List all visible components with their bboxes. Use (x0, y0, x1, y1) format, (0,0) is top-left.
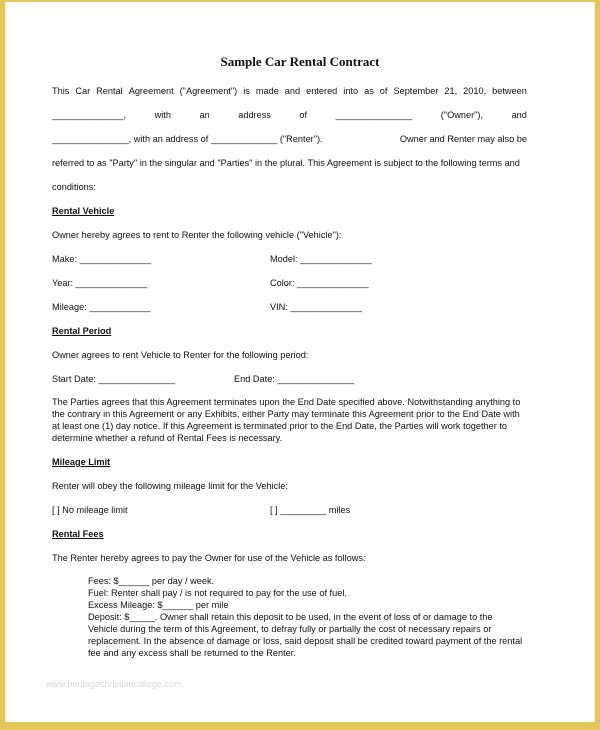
intro-line-4: referred to as "Party" in the singular and "Parties" in the plural. This Agreement is subject to the following terms and (52, 158, 520, 168)
vehicle-year-field: Year: ______________ (52, 278, 148, 288)
intro-word: This (52, 86, 70, 96)
intro-word: entered (306, 86, 338, 96)
rental-period-heading: Rental Period (52, 326, 112, 336)
intro-line-2 (52, 109, 527, 121)
rental-fees-heading: Rental Fees (52, 529, 104, 539)
document-title: Sample Car Rental Contract (220, 54, 380, 69)
vehicle-model-field: Model: ______________ (270, 254, 372, 264)
excess-mileage-line: Excess Mileage: $______ per mile (88, 600, 229, 610)
intro-word: ("Agreement") (179, 86, 238, 96)
intro-word: of (379, 86, 388, 96)
deposit-paragraph (88, 611, 527, 659)
vehicle-make-field: Make: ______________ (52, 254, 152, 264)
intro-word: is (243, 86, 250, 96)
intro-line-3a: _______________, with an address of _____________ ("Renter"). (52, 134, 323, 144)
fees-line: Fees: $______ per day / week. (88, 576, 215, 586)
intro-word: as (364, 86, 374, 96)
intro-word: September (393, 86, 439, 96)
intro-word: between (492, 86, 527, 96)
intro-word: 21, (444, 86, 458, 96)
deposit-line-3: replacement. In the absence of damage or loss, said deposit shall be credited toward payment of the rental (88, 636, 523, 646)
termination-paragraph (52, 396, 527, 444)
intro-line-3 (52, 133, 527, 145)
intro-word: made (255, 86, 279, 96)
mileage-limit-heading: Mileage Limit (52, 457, 111, 467)
start-date-field: Start Date: _______________ (52, 374, 176, 384)
termination-line-3: at least one (1) day notice. If this Agreement is terminated prior to the End Date, the Parties will work together to (52, 421, 508, 431)
fuel-line: Fuel: Renter shall pay / is not required to pay for the use of fuel. (88, 588, 347, 598)
intro-word: ("Owner"), (440, 110, 484, 120)
intro-word: Agreement (128, 86, 174, 96)
intro-word: Rental (96, 86, 123, 96)
deposit-line-2: Vehicle during the term of this Agreement, to defray fully or partially the cost of necessary repairs or (88, 624, 492, 634)
no-mileage-limit-option: [ ] No mileage limit (52, 505, 128, 515)
rental-period-text: Owner agrees to rent Vehicle to Renter for the following period: (52, 350, 309, 360)
intro-line-5: conditions: (52, 182, 96, 192)
intro-line-1 (52, 85, 527, 97)
rental-fees-text: The Renter hereby agrees to pay the Owner for use of the Vehicle as follows: (52, 553, 366, 563)
intro-word: of (299, 110, 308, 120)
intro-word: 2010, (463, 86, 487, 96)
rental-vehicle-text: Owner hereby agrees to rent to Renter the following vehicle ("Vehicle"): (52, 230, 342, 240)
intro-word: with (154, 110, 171, 120)
intro-line-3b: Owner and Renter may also be (399, 134, 527, 144)
intro-word: into (343, 86, 359, 96)
intro-word: address (238, 110, 271, 120)
intro-word: and (284, 86, 301, 96)
intro-word: an (199, 110, 210, 120)
deposit-line-1: Deposit: $_____. Owner shall retain this deposit to be used, in the event of loss of or damage to the (88, 612, 493, 622)
mileage-limit-text: Renter will obey the following mileage limit for the Vehicle: (52, 481, 288, 491)
termination-line-1: The Parties agrees that this Agreement terminates upon the End Date specified above. Notwithstanding anything to (52, 397, 521, 407)
intro-word: Car (75, 86, 91, 96)
termination-line-2: the contrary in this Agreement or any Exhibits, either Party may terminate this Agreement prior to the End Date with (52, 409, 520, 419)
intro-word: _______________ (335, 110, 413, 120)
deposit-line-4: fee and any excess shall be returned to the Renter. (88, 648, 296, 658)
end-date-field: End Date: _______________ (234, 374, 355, 384)
vehicle-color-field: Color: ______________ (270, 278, 369, 288)
vehicle-vin-field: VIN: ______________ (270, 302, 362, 312)
intro-word: ______________, (52, 110, 127, 120)
termination-line-4: determine whether a refund of Rental Fees is necessary. (52, 433, 283, 443)
rental-vehicle-heading: Rental Vehicle (52, 206, 115, 216)
document-page (6, 2, 594, 722)
intro-word: and (511, 110, 527, 120)
miles-limit-option: [ ] _________ miles (270, 505, 351, 515)
watermark-text: www.heritagechristiancollege.com (46, 679, 182, 689)
vehicle-mileage-field: Mileage: ____________ (52, 302, 151, 312)
